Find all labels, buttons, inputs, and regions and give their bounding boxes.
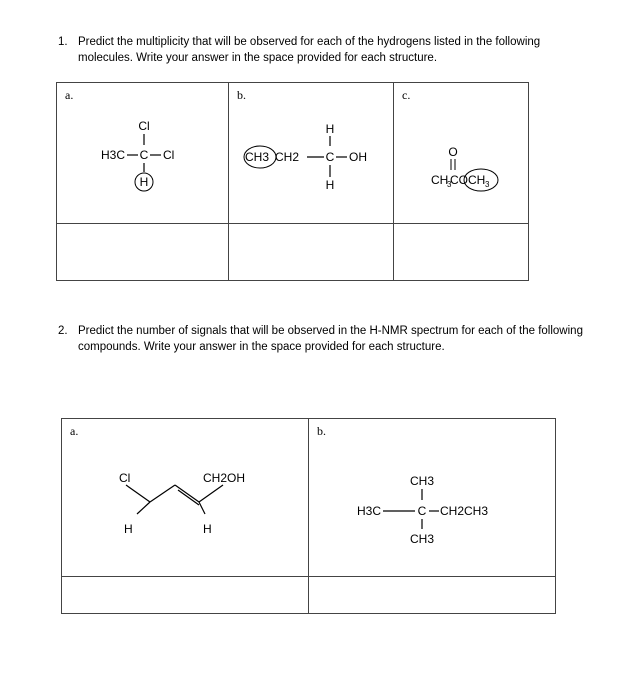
q1b-c: C <box>325 150 335 164</box>
question-2-number: 2. <box>58 325 68 337</box>
q1c-ch: CH <box>431 173 449 187</box>
q2-molecule-a <box>62 419 308 571</box>
q2b-c: C <box>417 504 427 518</box>
q1b-ch3: CH3 <box>245 150 270 164</box>
q1a-h3c: H3C <box>101 148 126 162</box>
q1-structure-c <box>394 83 529 224</box>
q1c-co: CO <box>450 173 468 187</box>
q1a-c: C <box>139 148 149 162</box>
q1c-o: O <box>448 145 458 159</box>
q1a-right-cl: Cl <box>163 148 175 162</box>
q1-label-c: c. <box>402 88 411 102</box>
q1-molecule-b <box>229 83 393 218</box>
q2a-ch2oh: CH2OH <box>203 471 246 485</box>
q2b-ch2ch3: CH2CH3 <box>440 504 489 518</box>
q1-label-a: a. <box>65 88 74 102</box>
q1-structure-b <box>229 83 394 224</box>
question-1-number: 1. <box>58 36 68 48</box>
q1-molecule-a <box>57 83 228 218</box>
q1-answer-b[interactable] <box>229 224 394 281</box>
question-2-table <box>61 418 556 614</box>
q1-answer-c[interactable] <box>394 224 529 281</box>
q1b-bottom-h: H <box>325 178 335 192</box>
q1b-top-h: H <box>325 122 335 136</box>
q1-label-b: b. <box>237 88 246 102</box>
q2a-cl: Cl <box>119 471 131 485</box>
q2b-ch3-bottom: CH3 <box>409 532 435 546</box>
q2b-ch3-top: CH3 <box>409 474 435 488</box>
q2-structure-a <box>62 419 309 577</box>
q2-structure-b <box>309 419 556 577</box>
q1a-bottom-h: H <box>139 175 149 189</box>
q1c-sub1: 3 <box>447 180 452 189</box>
q2a-h-left: H <box>124 522 133 536</box>
q1a-top-cl: Cl <box>138 119 150 133</box>
q1c-sub2: 3 <box>485 180 490 189</box>
q1c-ch-right: CH <box>468 173 486 187</box>
q2-label-a: a. <box>70 424 79 438</box>
q1-answer-a[interactable] <box>57 224 229 281</box>
q2-molecule-b <box>309 419 555 571</box>
question-1-text: Predict the multiplicity that will be observed for each of the hydrogens listed in the following molecules. Write your answer in the space provided for each structure. <box>78 36 541 64</box>
q1-structure-a <box>57 83 229 224</box>
question-1-table <box>56 82 529 281</box>
q2a-h-right: H <box>203 522 212 536</box>
q2-answer-b[interactable] <box>309 577 556 614</box>
q1b-oh: OH <box>349 150 367 164</box>
q1-molecule-c <box>394 83 528 218</box>
question-2-text: Predict the number of signals that will be observed in the H-NMR spectrum for each of the following compounds. Write your answer in the space provided for each structure. <box>78 325 583 353</box>
q2-label-b: b. <box>317 424 326 438</box>
q2b-h3c: H3C <box>357 504 382 518</box>
q2-answer-a[interactable] <box>62 577 309 614</box>
q1b-ch2: CH2 <box>275 150 300 164</box>
